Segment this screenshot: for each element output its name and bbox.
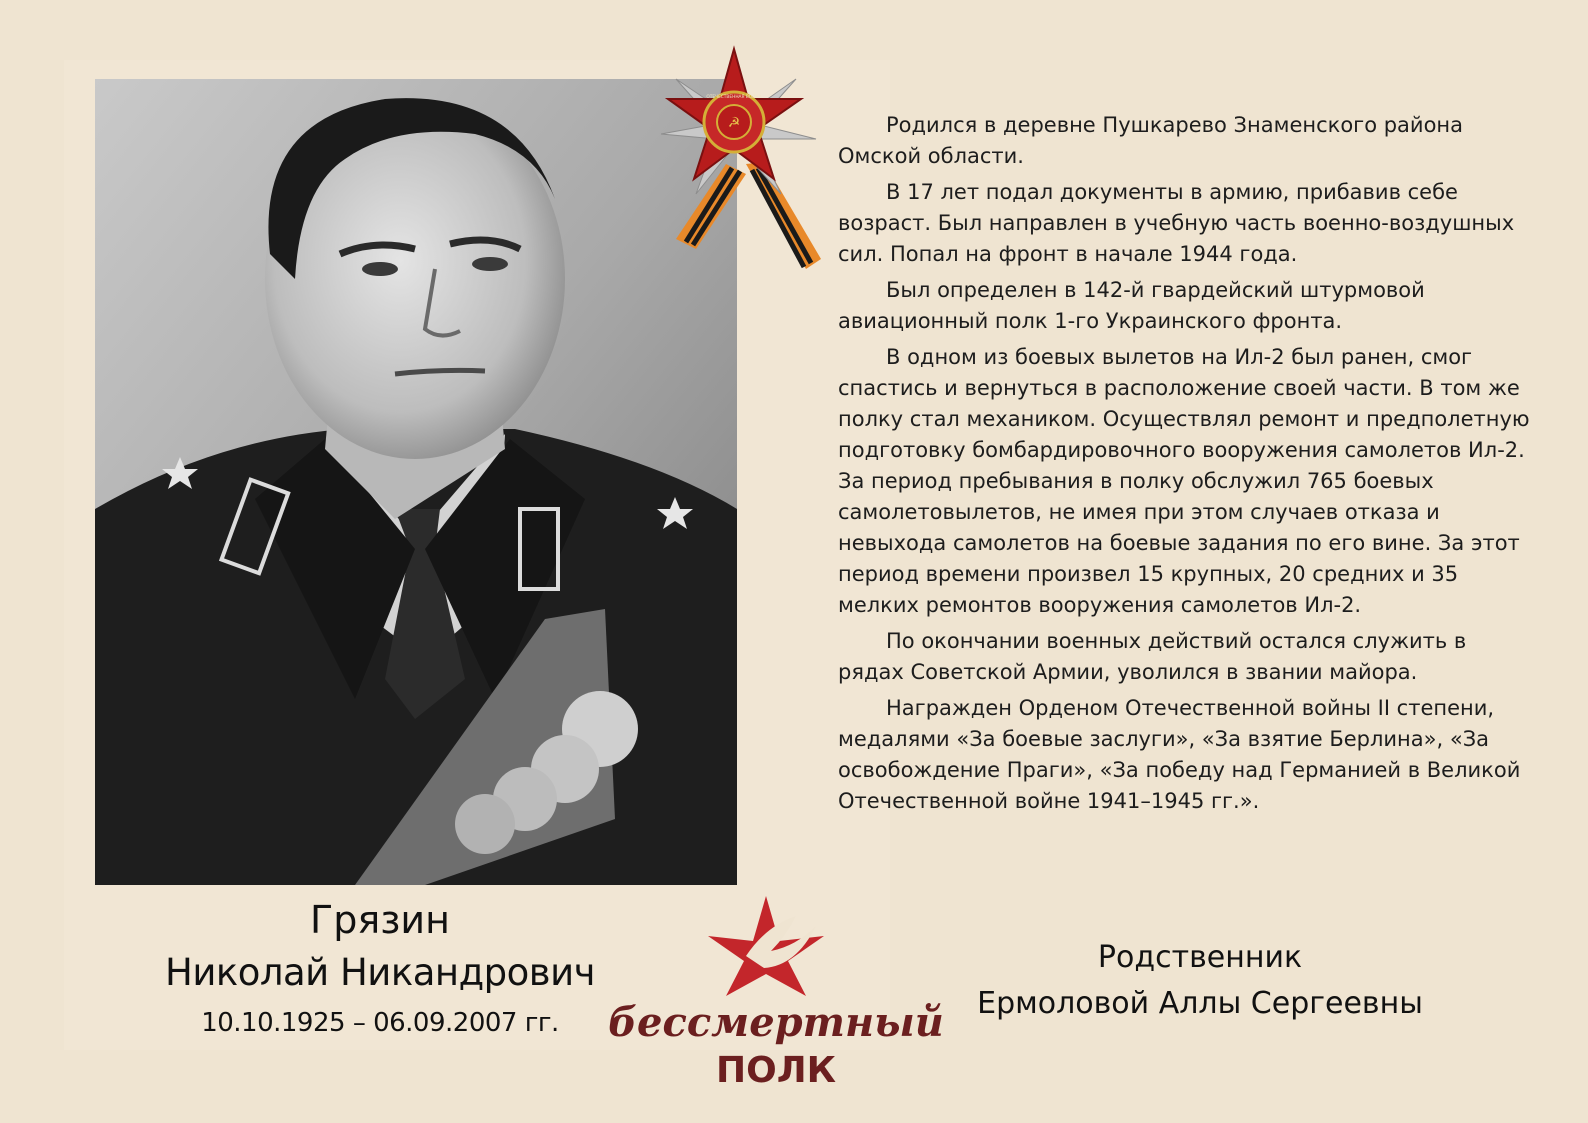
bio-paragraph: В 17 лет подал документы в армию, прибавив себе возраст. Был направлен в учебную часть военно-воздушных сил. Попал на фронт в начале 1944 года. <box>838 180 1515 266</box>
person-name-block <box>100 895 660 1045</box>
immortal-regiment-logo <box>608 896 944 1096</box>
logo-word-regiment: ПОЛК <box>715 1050 837 1091</box>
person-given-names: Николай Никандрович <box>165 951 595 994</box>
person-life-dates: 10.10.1925 – 06.09.2007 гг. <box>201 1008 559 1038</box>
person-surname: Грязин <box>310 898 450 942</box>
relative-label: Родственник <box>1097 940 1303 975</box>
bio-paragraph: Был определен в 142-й гвардейский штурмовой авиационный полк 1-го Украинского фронта. <box>838 278 1425 333</box>
svg-text:☭: ☭ <box>727 115 741 131</box>
relative-block <box>960 935 1440 1027</box>
relative-name: Ермоловой Аллы Сергеевны <box>977 986 1423 1021</box>
order-ring-text: ОТЕЧЕСТВЕННАЯ ВОЙНА <box>706 95 762 100</box>
bio-paragraph: Родился в деревне Пушкарево Знаменского района Омской области. <box>838 113 1464 168</box>
logo-word-immortal: бессмертный <box>608 999 944 1046</box>
bio-paragraph: В одном из боевых вылетов на Ил-2 был ранен, смог спастись и вернуться в расположение своей части. В том же полку стал механиком. Осуществлял ремонт и предполетную подготовку бомбардировочного вооружения самолетов Ил-2. За период пребывания в полку обслужил 765 боевых самолетовылетов, не имея при этом случаев отказа и невыхода самолетов на боевые задания по его вине. За этот период времени произвел 15 крупных, 20 средних и 35 мелких ремонтов вооружения самолетов Ил-2. <box>838 345 1530 617</box>
portrait-photo <box>95 79 737 885</box>
bio-paragraph: Награжден Орденом Отечественной войны II степени, медалями «За боевые заслуги», «За взятие Берлина», «За освобождение Праги», «За победу над Германией в Великой Отечественной войне 1941–1945 гг.». <box>838 696 1521 813</box>
bio-paragraph: По окончании военных действий остался служить в рядах Советской Армии, уволился в звании майора. <box>838 629 1467 684</box>
biography-text <box>838 110 1538 822</box>
order-patriotic-war-icon <box>666 44 836 279</box>
